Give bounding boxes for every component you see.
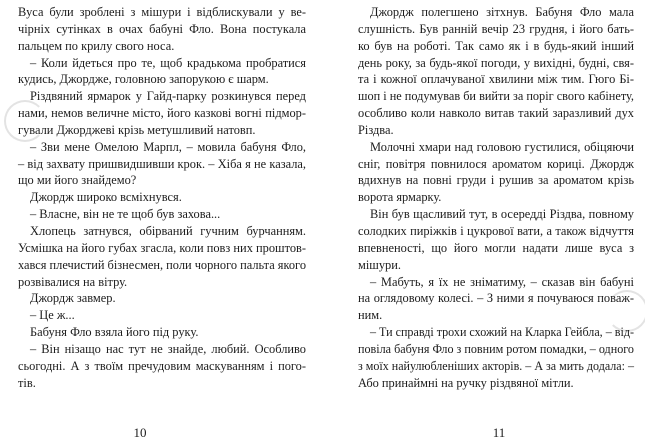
- text-line: день року, за будь-якої погоди, у вихідні, будні, свя-: [358, 55, 634, 70]
- text-line: з моїх найулюбленіших акторів. – А за мить додала: –: [358, 358, 634, 373]
- text-line: – Коли йдеться про те, щоб крадькома пробратися: [30, 55, 306, 70]
- text-line: що ми його знайдемо?: [18, 173, 137, 188]
- text-line: ворота ярмарку.: [358, 190, 442, 205]
- text-line: – Власне, він не те щоб був захова...: [30, 207, 221, 222]
- text-line: Усмішка на його губах згасла, коли повз них проштов-: [18, 240, 306, 255]
- text-line: Різдвяний ярмарок у Гайд-парку розкинувся перед: [30, 89, 306, 104]
- text-line: вдихнув на повні груди і рушив за ароматом крізь: [358, 173, 634, 188]
- text-line: Він був щасливий тут, в осередді Різдва, повному: [370, 207, 634, 222]
- left-page: [0, 0, 322, 440]
- text-line: – Це ж...: [30, 308, 75, 323]
- text-line: Бабуня Фло взяла його під руку.: [30, 325, 199, 340]
- text-line: нами, немов величне місто, його казкові вогні підмор-: [18, 106, 306, 121]
- text-line: слушність. Був ранній вечір 23 грудня, і його бать-: [358, 21, 634, 36]
- page-number: 11: [492, 425, 506, 440]
- text-line: сьогодні. А з твоїм пречудовим маскуванням і пого-: [18, 358, 306, 373]
- text-line: ко був на роботі. Так само як і в будь-який інший: [358, 38, 634, 53]
- text-line: чірніх сутінках в очах бабуні Фло. Вона постукала: [18, 21, 306, 36]
- text-line: солодких пиріжків і цукрової вати, а також відчуття: [358, 223, 634, 238]
- text-line: ним.: [358, 308, 383, 323]
- text-line: – Зви мене Омелою Марпл, – мовила бабуня Фло,: [30, 139, 306, 154]
- text-line: Молочні хмари над головою густилися, обіцяючи: [370, 139, 634, 154]
- text-line: – Мабуть, я їх не зніматиму, – сказав він бабуні: [370, 274, 634, 289]
- text-line: кудись, Джордже, головною запорукою є шарм.: [18, 72, 269, 87]
- text-line: Різдва.: [358, 122, 394, 137]
- text-line: повіла бабуня Фло з повним ротом помадки, – одного: [358, 341, 634, 356]
- text-line: пальцем по крилу свого носа.: [18, 38, 175, 53]
- right-page-text: [358, 4, 634, 391]
- text-line: Джордж широко всміхнувся.: [30, 190, 182, 205]
- right-page: [323, 0, 645, 440]
- text-line: Хлопець затнувся, обірваний гучним бурчанням.: [30, 223, 306, 238]
- text-line: шоп і не подумував би вийти за поріг свого кабінету,: [358, 89, 635, 104]
- text-line: гували Джорджеві крізь метушливий натовп.: [18, 122, 256, 137]
- text-line: на оглядовому колесі. – З ними я почуваюся поваж-: [358, 291, 634, 306]
- text-line: розвівалися на вітру.: [18, 274, 128, 289]
- text-line: Або принаймні на ручку різдвяної мітли.: [358, 375, 574, 390]
- text-line: – від захвату пришвидшивши крок. – Хіба я не казала,: [18, 156, 306, 171]
- text-line: особливо коли навколо витав такий заразливий дух: [358, 106, 634, 121]
- page-number: 10: [133, 425, 147, 440]
- text-line: Джордж завмер.: [30, 291, 116, 306]
- text-line: мішури.: [358, 257, 401, 272]
- text-line: – Він нізащо нас тут не знайде, любий. Особливо: [30, 341, 306, 356]
- text-line: та і кожної оплачуваної хвилини між тим. Гюго Бі-: [358, 72, 634, 87]
- text-line: – Ти справді трохи схожий на Кларка Гейбла, – від-: [370, 325, 634, 340]
- text-line: сніг, повітря повнилося ароматом кориці. Джордж: [358, 156, 634, 171]
- text-line: тів.: [18, 375, 36, 390]
- text-line: хався плечистий бізнесмен, поли чорного пальта якого: [18, 257, 307, 272]
- text-line: Вуса були зроблені з мішури і відблискували у ве-: [18, 5, 306, 19]
- text-line: впевненості, що його могли надати лише вуса з: [358, 240, 634, 255]
- text-line: Джордж полегшено зітхнув. Бабуня Фло мала: [370, 5, 634, 19]
- left-page-text: [18, 4, 306, 391]
